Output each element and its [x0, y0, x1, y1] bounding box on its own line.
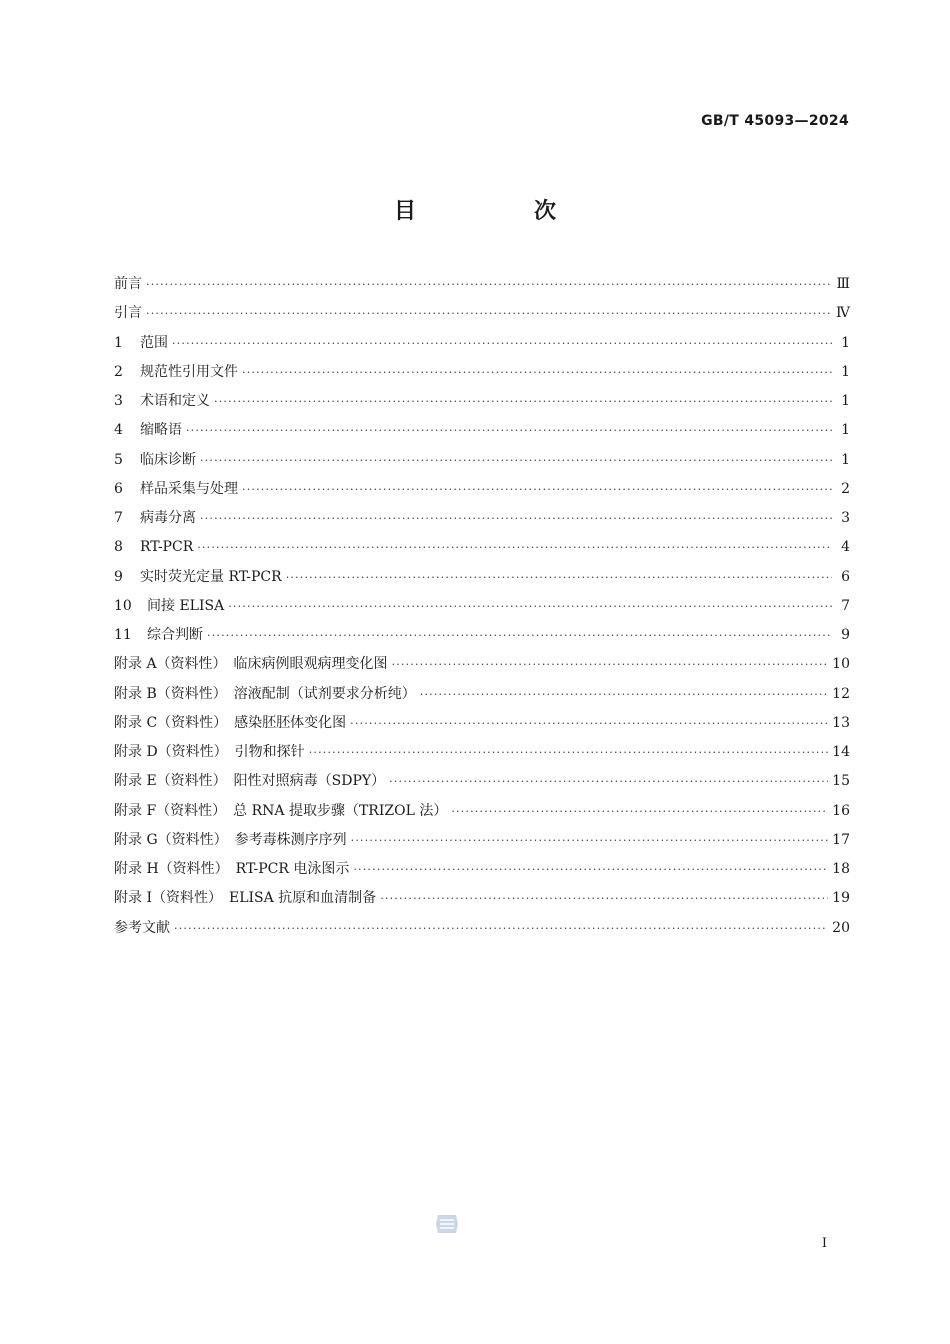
toc-entry[interactable]: [114, 650, 850, 679]
toc-entry-page: 1: [841, 422, 850, 439]
toc-leader-dots: [214, 387, 832, 416]
toc-entry-label: [114, 767, 385, 796]
toc-entry-title: 附录 C（资料性） 感染胚胚体变化图: [114, 714, 347, 731]
toc-entry-title: 附录 A（资料性） 临床病例眼观病理变化图: [114, 656, 388, 673]
toc-entry-page: 17: [832, 831, 850, 848]
toc-entry-number: 11: [114, 627, 132, 643]
toc-entry-page: 6: [841, 568, 850, 585]
toc-entry-page: 4: [841, 539, 850, 556]
toc-entry-label: [114, 299, 142, 328]
toc-entry-page: 12: [832, 685, 850, 702]
toc-entry[interactable]: [114, 738, 850, 767]
toc-entry[interactable]: [114, 358, 850, 387]
toc-entry-label: [114, 416, 182, 445]
toc-leader-dots: [420, 680, 828, 709]
toc-entry-page: 14: [832, 744, 850, 760]
toc-entry-label: [114, 914, 170, 943]
toc-entry-title: 参考文献: [114, 919, 170, 936]
toc-leader-dots: [207, 621, 832, 650]
toc-entry[interactable]: [114, 855, 850, 884]
toc-entry-label: [114, 709, 346, 738]
toc-entry-page: 18: [832, 861, 850, 877]
toc-entry-label: [114, 358, 238, 387]
toc-leader-dots: [380, 884, 828, 913]
toc-title: 目 次: [393, 199, 604, 224]
toc-entry-label: [114, 475, 238, 504]
toc-entry-number: 4: [114, 422, 123, 439]
toc-entry-title: 引言: [114, 305, 142, 322]
standard-code: GB/T 45093—2024: [701, 113, 849, 129]
toc-entry-title: 附录 H（资料性） RT-PCR 电泳图示: [114, 861, 350, 877]
toc-entry-title: 规范性引用文件: [140, 363, 238, 380]
toc-entry-title: 附录 G（资料性） 参考毒株测序序列: [114, 831, 347, 848]
toc-entry-label: [114, 270, 142, 299]
toc-entry-page: 13: [832, 714, 850, 731]
toc-entry-label: [114, 592, 224, 621]
toc-entry-page: 1: [841, 334, 850, 351]
toc-leader-dots: [242, 475, 832, 504]
toc-leader-dots: [286, 563, 832, 592]
toc-leader-dots: [350, 709, 828, 738]
toc-entry-number: 3: [114, 393, 123, 409]
toc-entry[interactable]: [114, 387, 850, 416]
toc-entry-label: [114, 621, 203, 650]
toc-leader-dots: [174, 914, 828, 943]
toc-entry-title: 附录 B（资料性） 溶液配制（试剂要求分析纯）: [114, 685, 416, 702]
toc-entry-page: 19: [832, 890, 850, 907]
toc-entry-page: 16: [832, 802, 850, 819]
toc-entry-title: RT-PCR: [140, 539, 194, 556]
toc-entry-label: [114, 680, 416, 709]
toc-entry[interactable]: [114, 329, 850, 358]
toc-entry-page: Ⅲ: [836, 276, 850, 292]
toc-entry-page: 10: [832, 656, 850, 673]
toc-entry[interactable]: [114, 914, 850, 943]
toc-entry-page: 15: [832, 773, 850, 790]
toc-entry-title: 样品采集与处理: [140, 480, 238, 497]
toc-entry-page: 20: [832, 919, 850, 936]
toc-entry-number: 6: [114, 480, 123, 497]
toc-entry[interactable]: [114, 884, 850, 913]
toc-entry[interactable]: [114, 504, 850, 533]
toc-entry-label: [114, 738, 305, 767]
toc-entry-title: 病毒分离: [140, 510, 196, 526]
toc-entry-page: 2: [841, 480, 850, 497]
toc-entry-number: 2: [114, 363, 123, 380]
toc-entry-title: 综合判断: [147, 627, 203, 643]
toc-entry-label: [114, 446, 196, 475]
toc-leader-dots: [146, 270, 832, 299]
toc-entry-title: 间接 ELISA: [147, 597, 225, 614]
toc-leader-dots: [146, 299, 832, 328]
toc-entry-title: 术语和定义: [140, 393, 210, 409]
toc-entry[interactable]: [114, 797, 850, 826]
toc-entry-page: Ⅳ: [836, 305, 850, 322]
toc-entry-title: 范围: [140, 334, 168, 351]
toc-entry-number: 1: [114, 334, 123, 351]
toc-leader-dots: [392, 650, 829, 679]
toc-entry-label: [114, 387, 210, 416]
toc-leader-dots: [242, 358, 832, 387]
toc-entry[interactable]: [114, 826, 850, 855]
toc-entry-label: [114, 329, 168, 358]
toc-entry-page: 1: [841, 363, 850, 380]
toc-entry-label: [114, 533, 193, 562]
toc-entry-page: 7: [841, 597, 850, 614]
toc-entry[interactable]: [114, 767, 850, 796]
toc-entry-title: 前言: [114, 276, 142, 292]
toc-entry-label: [114, 650, 388, 679]
toc-leader-dots: [351, 826, 829, 855]
toc-entry-title: 缩略语: [140, 422, 182, 439]
toc-entry-title: 附录 E（资料性） 阳性对照病毒（SDPY）: [114, 773, 386, 790]
table-of-contents: [114, 270, 850, 943]
toc-entry[interactable]: [114, 592, 850, 621]
toc-leader-dots: [200, 504, 832, 533]
toc-leader-dots: [353, 855, 828, 884]
toc-entry[interactable]: [114, 533, 850, 562]
toc-entry[interactable]: [114, 621, 850, 650]
toc-entry[interactable]: [114, 416, 850, 445]
toc-entry-number: 7: [114, 510, 123, 526]
toc-entry-page: 1: [841, 451, 850, 468]
toc-entry-label: [114, 563, 282, 592]
toc-entry[interactable]: [114, 475, 850, 504]
page-number: Ⅰ: [821, 1236, 827, 1251]
sac-logo-watermark: [434, 1212, 460, 1236]
toc-entry-label: [114, 504, 196, 533]
toc-leader-dots: [200, 446, 832, 475]
toc-leader-dots: [309, 738, 828, 767]
toc-entry-title: 临床诊断: [140, 451, 196, 468]
toc-entry[interactable]: [114, 709, 850, 738]
toc-entry[interactable]: [114, 446, 850, 475]
toc-entry-title: 附录 D（资料性） 引物和探针: [114, 744, 305, 760]
toc-leader-dots: [228, 592, 832, 621]
toc-entry-label: [114, 826, 347, 855]
toc-entry-title: 附录 I（资料性） ELISA 抗原和血清制备: [114, 890, 377, 907]
toc-entry[interactable]: [114, 563, 850, 592]
toc-entry[interactable]: [114, 299, 850, 328]
toc-entry[interactable]: [114, 680, 850, 709]
toc-entry-label: [114, 797, 447, 826]
toc-entry-page: 1: [841, 393, 850, 409]
toc-entry-number: 8: [114, 539, 123, 556]
toc-leader-dots: [197, 533, 832, 562]
toc-leader-dots: [172, 329, 832, 358]
toc-entry-number: 5: [114, 451, 123, 468]
toc-entry-title: 附录 F（资料性） 总 RNA 提取步骤（TRIZOL 法）: [114, 802, 448, 819]
toc-leader-dots: [389, 767, 828, 796]
toc-entry[interactable]: [114, 270, 850, 299]
toc-entry-label: [114, 855, 349, 884]
toc-leader-dots: [451, 797, 828, 826]
toc-leader-dots: [186, 416, 832, 445]
toc-entry-label: [114, 884, 376, 913]
toc-entry-title: 实时荧光定量 RT-PCR: [140, 568, 282, 585]
toc-entry-page: 9: [841, 627, 850, 643]
toc-entry-number: 9: [114, 568, 123, 585]
toc-entry-number: 10: [114, 597, 132, 614]
toc-entry-page: 3: [841, 510, 850, 526]
